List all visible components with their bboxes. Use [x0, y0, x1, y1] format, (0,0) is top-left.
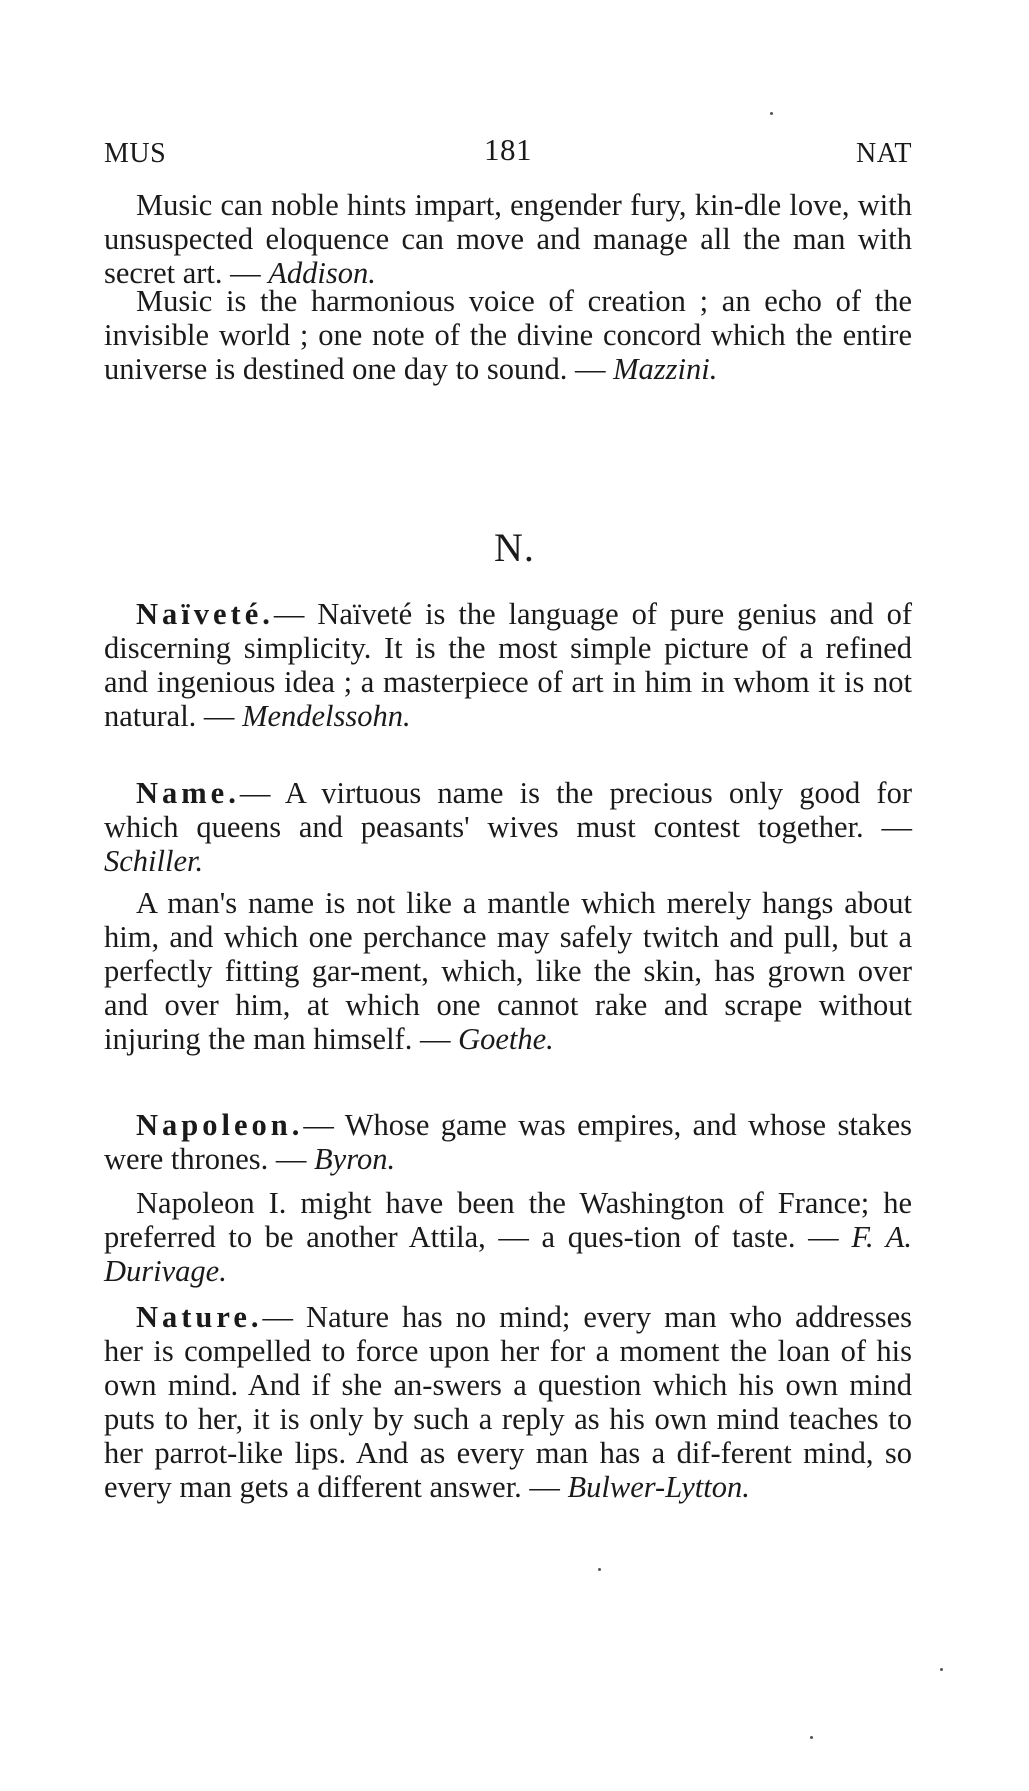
entry-keyword: Napoleon.: [136, 1108, 304, 1142]
section-heading: N.: [494, 525, 535, 570]
running-header: [104, 132, 912, 182]
entry-keyword: Name.: [136, 776, 240, 810]
entry-text: — Whose game was empires, and whose stakes were thrones. —: [104, 1108, 912, 1176]
entry-name: [104, 776, 912, 878]
entry-napoleon: [104, 1108, 912, 1176]
header-right-guide-word: NAT: [856, 138, 912, 169]
entry-text: — A virtuous name is the precious only good for which queens and peasants' wives must contest together. —: [104, 776, 912, 844]
page-number: 181: [484, 132, 532, 167]
paper-speck: [940, 1668, 943, 1671]
paper-speck: [770, 112, 773, 115]
attribution: Mazzini.: [613, 352, 718, 386]
header-left-guide-word: MUS: [104, 138, 167, 169]
entry-text: — Naïveté is the language of pure genius and of discerning simplicity. It is the most simple picture of a refined and ingenious idea ; a masterpiece of art in him in whom it is not natural. —: [104, 597, 912, 733]
attribution: Byron.: [314, 1142, 396, 1176]
paragraph-napoleon-durivage: [104, 1186, 912, 1288]
attribution: Addison.: [268, 256, 376, 290]
paragraph-text: Music can noble hints impart, engender fury, kin-dle love, with unsuspected eloquence can move and manage all the man with secret art. —: [104, 188, 912, 290]
entry-keyword: Nature.: [136, 1300, 263, 1334]
paragraph-music-mazzini: [104, 284, 912, 386]
entry-nature: [104, 1300, 912, 1504]
attribution: Mendelssohn.: [242, 699, 411, 733]
paragraph-text: Napoleon I. might have been the Washington of France; he preferred to be another Attila, — a ques-tion of taste. —: [104, 1186, 912, 1254]
paragraph-text: Music is the harmonious voice of creation ; an echo of the invisible world ; one note of the divine concord which the entire universe is destined one day to sound. —: [104, 284, 912, 386]
paper-speck: [598, 1568, 601, 1571]
entry-naivete: [104, 597, 912, 733]
paragraph-music-addison: [104, 188, 912, 290]
attribution: Schiller.: [104, 844, 204, 878]
entry-text: — Nature has no mind; every man who addresses her is compelled to force upon her for a moment the loan of his own mind. And if she an-swers a question which his own mind puts to her, it is only by such a reply as his own mind teaches to her parrot-like lips. And as every man has a dif-ferent mind, so every man gets a different answer. —: [104, 1300, 912, 1504]
paragraph-text: A man's name is not like a mantle which merely hangs about him, and which one perchance may safely twitch and pull, but a perfectly fitting gar-ment, which, like the skin, has grown over and over him, at which one cannot rake and scrape without injuring the man himself. —: [104, 886, 912, 1056]
attribution: Bulwer-Lytton.: [567, 1470, 750, 1504]
paragraph-name-goethe: [104, 886, 912, 1056]
entry-keyword: Naïveté.: [136, 597, 274, 631]
attribution: Goethe.: [458, 1022, 554, 1056]
paper-speck: [810, 1736, 813, 1739]
attribution: F. A. Durivage.: [104, 1220, 912, 1288]
